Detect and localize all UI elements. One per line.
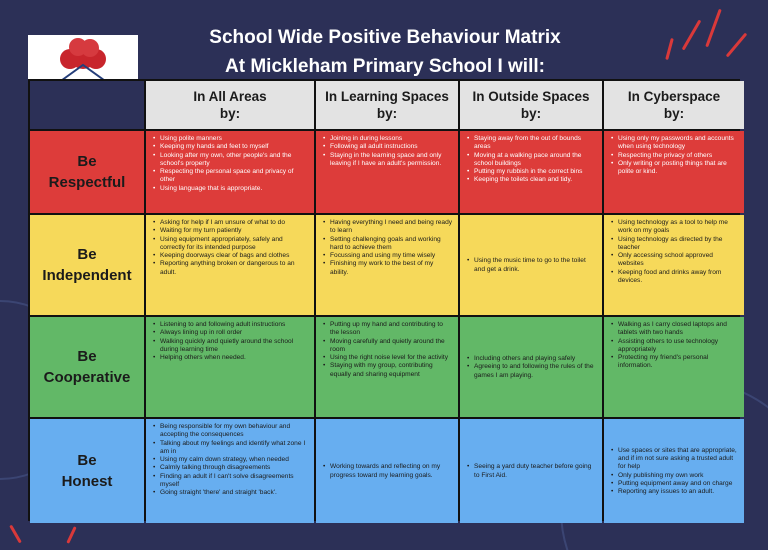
list-item: • Helping others when needed. — [152, 354, 309, 362]
list-item: • Using language that is appropriate. — [152, 185, 309, 193]
decorative-stroke — [726, 33, 748, 58]
bullet-list — [322, 321, 453, 379]
bullet-list — [466, 257, 597, 274]
bullet-list — [466, 463, 597, 480]
list-item: • Moving at a walking pace around the school buildings — [466, 152, 597, 169]
list-item: • Staying with my group, contributing equally and sharing equipment — [322, 362, 453, 379]
list-item: • Keeping food and drinks away from devices. — [610, 269, 739, 286]
list-item: • Having everything I need and being ready to learn — [322, 219, 453, 236]
bullet-list — [152, 321, 309, 362]
matrix-cell — [316, 215, 458, 315]
bullet-list — [152, 219, 309, 277]
list-item: • Asking for help if I am unsure of what to do — [152, 219, 309, 227]
column-header-by: by: — [520, 106, 542, 121]
list-item: • Only accessing school approved websites — [610, 252, 739, 269]
list-item: • Use spaces or sites that are appropriate, and if im not sure asking a trusted adult for help — [610, 447, 739, 472]
list-item: • Walking as I carry closed laptops and tablets with two hands — [610, 321, 739, 338]
matrix-cell — [604, 419, 744, 523]
column-header-label: In All Areas — [193, 89, 267, 104]
row-header-be: Be — [77, 348, 97, 365]
list-item: • Putting up my hand and contributing to the lesson — [322, 321, 453, 338]
list-item: • Moving carefully and quietly around the room — [322, 338, 453, 355]
bullet-list — [152, 135, 309, 193]
list-item: • Protecting my friend's personal information. — [610, 354, 739, 371]
list-item: • Using technology as a tool to help me work on my goals — [610, 219, 739, 236]
matrix-cell — [146, 317, 314, 417]
list-item: • Working towards and reflecting on my progress toward my learning goals. — [322, 463, 453, 480]
list-item: • Waiting for my turn patiently — [152, 227, 309, 235]
matrix-cell — [460, 215, 602, 315]
column-header-by: by: — [376, 106, 398, 121]
list-item: • Reporting anything broken or dangerous to an adult. — [152, 260, 309, 277]
bullet-list — [610, 447, 739, 497]
row-header-label: Honest — [61, 473, 113, 490]
matrix-cell — [146, 419, 314, 523]
list-item: • Following all adult instructions — [322, 143, 453, 151]
matrix-cell — [146, 131, 314, 213]
column-header-outside-spaces — [460, 81, 602, 129]
row-header-be: Be — [77, 452, 97, 469]
list-item: • Keeping doorways clear of bags and clothes — [152, 252, 309, 260]
column-header-all-areas — [146, 81, 314, 129]
bullet-list — [466, 355, 597, 380]
decorative-stroke — [66, 526, 76, 544]
list-item: • Staying in the learning space and only leaving if I have an adult's permission. — [322, 152, 453, 169]
list-item: • Assisting others to use technology appropriately — [610, 338, 739, 355]
list-item: • Finding an adult if I can't solve disagreements myself — [152, 473, 309, 490]
list-item: • Agreeing to and following the rules of the games I am playing. — [466, 363, 597, 380]
matrix-corner — [30, 81, 144, 129]
list-item: • Staying away from the out of bounds areas — [466, 135, 597, 152]
bullet-list — [152, 423, 309, 498]
list-item: • Respecting the privacy of others — [610, 152, 739, 160]
matrix-cell — [460, 317, 602, 417]
column-header-label: In Cyberspace — [627, 89, 721, 104]
bullet-list — [322, 219, 453, 277]
bullet-list — [610, 219, 739, 285]
matrix-cell — [604, 131, 744, 213]
list-item: • Only writing or posting things that are polite or kind. — [610, 160, 739, 177]
list-item: • Being responsible for my own behaviour and accepting the consequences — [152, 423, 309, 440]
row-header-be: Be — [77, 153, 97, 170]
list-item: • Keeping the toilets clean and tidy. — [466, 176, 597, 184]
list-item: • Walking quickly and quietly around the school during learning time — [152, 338, 309, 355]
list-item: • Reporting any issues to an adult. — [610, 488, 739, 496]
row-header-label: Respectful — [48, 174, 126, 191]
matrix-cell — [316, 317, 458, 417]
list-item: • Using polite manners — [152, 135, 309, 143]
list-item: • Going straight 'there' and straight 'back'. — [152, 489, 309, 497]
decorative-stroke — [9, 525, 22, 544]
matrix-cell — [316, 131, 458, 213]
row-header-respectful — [30, 131, 144, 213]
list-item: • Using only my passwords and accounts when using technology — [610, 135, 739, 152]
list-item: • Putting my rubbish in the correct bins — [466, 168, 597, 176]
matrix-cell — [146, 215, 314, 315]
matrix-cell — [460, 131, 602, 213]
list-item: • Using my calm down strategy, when needed — [152, 456, 309, 464]
column-header-by: by: — [663, 106, 685, 121]
list-item: • Calmly talking through disagreements — [152, 464, 309, 472]
row-header-cooperative — [30, 317, 144, 417]
matrix-cell — [460, 419, 602, 523]
list-item: • Talking about my feelings and identify what zone I am in — [152, 440, 309, 457]
list-item: • Looking after my own, other people's and the school's property — [152, 152, 309, 169]
bullet-list — [322, 463, 453, 480]
row-header-honest — [30, 419, 144, 523]
decorative-stroke — [705, 9, 721, 48]
list-item: • Including others and playing safely — [466, 355, 597, 363]
decorative-stroke — [682, 20, 702, 51]
list-item: • Joining in during lessons — [322, 135, 453, 143]
decorative-stroke — [665, 38, 674, 60]
list-item: • Listening to and following adult instructions — [152, 321, 309, 329]
row-header-label: Cooperative — [43, 369, 131, 386]
list-item: • Setting challenging goals and working hard to achieve them — [322, 236, 453, 253]
list-item: • Only publishing my own work — [610, 472, 739, 480]
row-header-independent — [30, 215, 144, 315]
list-item: • Respecting the personal space and privacy of other — [152, 168, 309, 185]
page-title: School Wide Positive Behaviour Matrix — [209, 27, 561, 48]
behaviour-matrix — [28, 79, 740, 521]
list-item: • Keeping my hands and feet to myself — [152, 143, 309, 151]
matrix-cell — [604, 215, 744, 315]
matrix-cell — [604, 317, 744, 417]
list-item: • Using the music time to go to the toilet and get a drink. — [466, 257, 597, 274]
list-item: • Using equipment appropriately, safely and correctly for its intended purpose — [152, 236, 309, 253]
list-item: • Using technology as directed by the teacher — [610, 236, 739, 253]
page-subtitle: At Mickleham Primary School I will: — [225, 56, 545, 77]
column-header-learning-spaces — [316, 81, 458, 129]
list-item: • Focussing and using my time wisely — [322, 252, 453, 260]
matrix-cell — [316, 419, 458, 523]
bullet-list — [610, 321, 739, 371]
bullet-list — [610, 135, 739, 176]
bullet-list — [466, 135, 597, 185]
row-header-be: Be — [77, 246, 97, 263]
list-item: • Putting equipment away and on charge — [610, 480, 739, 488]
column-header-cyberspace — [604, 81, 744, 129]
column-header-label: In Outside Spaces — [472, 89, 590, 104]
bullet-list — [322, 135, 453, 168]
column-header-label: In Learning Spaces — [325, 89, 449, 104]
list-item: • Finishing my work to the best of my ability. — [322, 260, 453, 277]
list-item: • Using the right noise level for the activity — [322, 354, 453, 362]
list-item: • Always lining up in roll order — [152, 329, 309, 337]
row-header-label: Independent — [42, 267, 132, 284]
list-item: • Seeing a yard duty teacher before going to First Aid. — [466, 463, 597, 480]
column-header-by: by: — [219, 106, 241, 121]
